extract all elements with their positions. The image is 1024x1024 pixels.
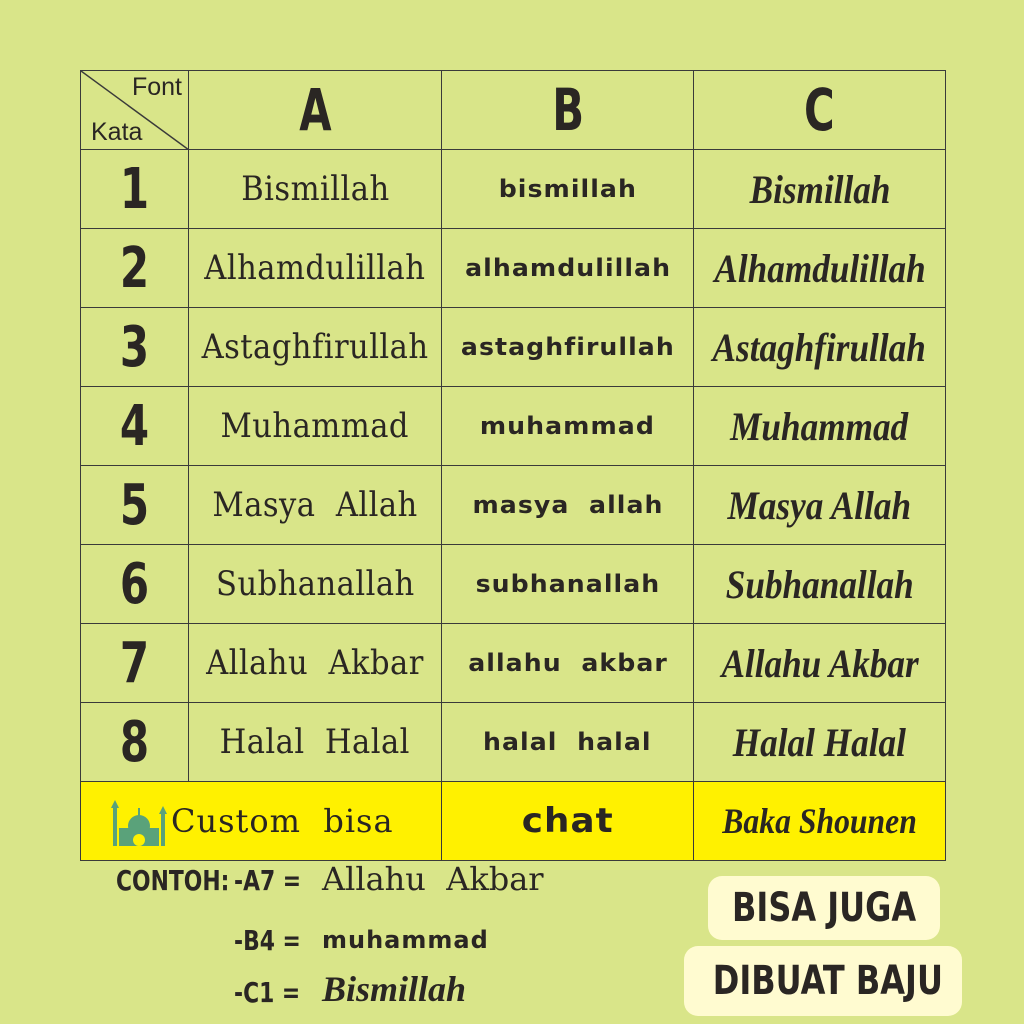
- word-font-c: Masya Allah: [727, 482, 912, 528]
- example-line-c1: [234, 969, 467, 1009]
- cell-font-c: [694, 150, 946, 229]
- cell-font-c: [694, 308, 946, 387]
- row-number: [81, 229, 189, 308]
- cell-font-b: [442, 387, 694, 466]
- custom-cell-a: [81, 782, 442, 861]
- table-row: [81, 624, 946, 703]
- word-font-c: Allahu Akbar: [720, 640, 919, 686]
- row-number: [81, 624, 189, 703]
- word-font-a: Astaghfirullah: [201, 327, 429, 367]
- word-font-b: astaghfirullah: [460, 333, 675, 361]
- custom-cell-b: [442, 782, 694, 861]
- table-row: [81, 703, 946, 782]
- column-header-label: B: [551, 76, 584, 144]
- column-header-label: C: [804, 76, 835, 144]
- table-row: [81, 545, 946, 624]
- word-font-a: Halal Halal: [219, 722, 411, 762]
- cell-font-b: [442, 466, 694, 545]
- cell-font-c: [694, 387, 946, 466]
- cell-font-c: [694, 545, 946, 624]
- cell-font-c: [694, 466, 946, 545]
- corner-cell: [81, 71, 189, 150]
- cell-font-b: [442, 703, 694, 782]
- table-row: [81, 229, 946, 308]
- badge-text: DIBUAT BAJU: [712, 958, 943, 1004]
- word-font-a: Allahu Akbar: [206, 643, 424, 683]
- table-row: [81, 387, 946, 466]
- header-row: [81, 71, 946, 150]
- example-code: -A7 =: [234, 864, 302, 897]
- custom-text-b: chat: [521, 801, 614, 841]
- mosque-crescent-icon: [89, 786, 169, 856]
- word-font-c: Astaghfirullah: [712, 324, 927, 370]
- font-table: [80, 70, 946, 861]
- word-font-a: Alhamdulillah: [204, 248, 426, 288]
- row-number-label: 8: [119, 709, 150, 775]
- word-font-c: Subhanallah: [725, 561, 914, 607]
- row-number: [81, 387, 189, 466]
- table-row: [81, 466, 946, 545]
- example-value: Allahu Akbar: [322, 860, 544, 898]
- word-font-b: subhanallah: [475, 570, 660, 598]
- cell-font-b: [442, 624, 694, 703]
- word-font-c: Alhamdulillah: [713, 245, 926, 291]
- column-header-c: [694, 71, 946, 150]
- column-header-b: [442, 71, 694, 150]
- cell-font-b: [442, 545, 694, 624]
- cell-font-a: [189, 545, 442, 624]
- custom-text-c: Baka Shounen: [722, 801, 917, 841]
- word-font-b: muhammad: [480, 412, 656, 440]
- cell-font-b: [442, 308, 694, 387]
- example-value: muhammad: [322, 926, 489, 954]
- row-number: [81, 703, 189, 782]
- row-number-label: 2: [119, 235, 150, 301]
- word-font-c: Muhammad: [730, 403, 909, 449]
- cell-font-a: [189, 387, 442, 466]
- example-line-a7: [116, 860, 586, 898]
- cell-font-a: [189, 624, 442, 703]
- custom-row: [81, 782, 946, 861]
- word-font-c: Halal Halal: [733, 719, 907, 765]
- example-code: -C1 =: [234, 976, 301, 1009]
- cell-font-a: [189, 466, 442, 545]
- word-font-b: allahu akbar: [467, 649, 668, 677]
- kata-label: Kata: [91, 118, 143, 146]
- table-row: [81, 150, 946, 229]
- example-code: -B4 =: [234, 924, 301, 957]
- column-header-a: [189, 71, 442, 150]
- word-font-c: Bismillah: [749, 166, 891, 212]
- row-number-label: 5: [119, 472, 150, 538]
- word-font-b: alhamdulillah: [464, 254, 671, 282]
- row-number: [81, 150, 189, 229]
- badge-bisa-juga: [708, 876, 940, 940]
- example-label: CONTOH:: [116, 864, 230, 897]
- row-number-label: 3: [119, 314, 150, 380]
- cell-font-c: [694, 624, 946, 703]
- row-number-label: 6: [119, 551, 150, 617]
- badge-dibuat-baju: [684, 946, 962, 1016]
- example-value: Bismillah: [322, 969, 467, 1009]
- cell-font-b: [442, 229, 694, 308]
- cell-font-b: [442, 150, 694, 229]
- word-font-a: Muhammad: [220, 406, 410, 446]
- cell-font-a: [189, 308, 442, 387]
- word-font-b: bismillah: [498, 175, 637, 203]
- custom-text-a: Custom bisa: [171, 802, 394, 840]
- column-header-label: A: [298, 76, 332, 144]
- cell-font-a: [189, 703, 442, 782]
- row-number: [81, 545, 189, 624]
- word-font-a: Bismillah: [240, 169, 390, 209]
- row-number-label: 4: [119, 393, 150, 459]
- badge-text: BISA JUGA: [731, 885, 917, 931]
- font-label: Font: [131, 73, 182, 101]
- word-font-b: halal halal: [483, 728, 652, 756]
- row-number-label: 1: [119, 156, 150, 222]
- word-font-a: Subhanallah: [215, 564, 415, 604]
- cell-font-c: [694, 229, 946, 308]
- cell-font-c: [694, 703, 946, 782]
- example-line-b4: [234, 924, 489, 957]
- word-font-a: Masya Allah: [212, 485, 418, 525]
- row-number: [81, 466, 189, 545]
- row-number-label: 7: [119, 630, 150, 696]
- row-number: [81, 308, 189, 387]
- custom-cell-c: [694, 782, 946, 861]
- word-font-b: masya allah: [472, 491, 664, 519]
- cell-font-a: [189, 150, 442, 229]
- cell-font-a: [189, 229, 442, 308]
- table-row: [81, 308, 946, 387]
